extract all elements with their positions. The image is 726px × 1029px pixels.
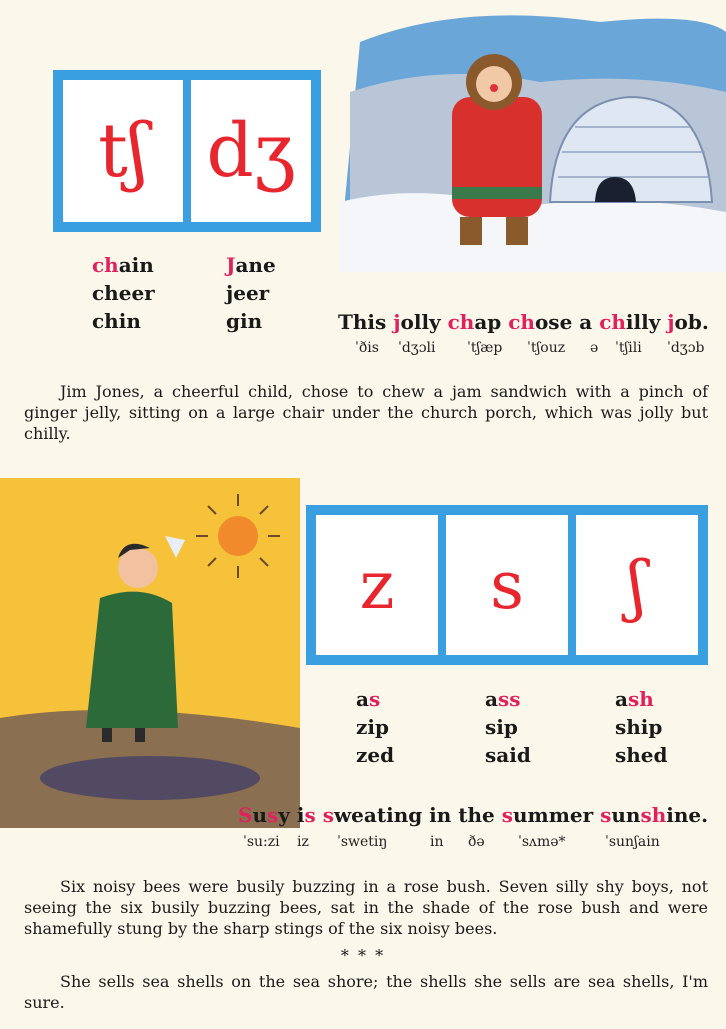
word-ship: ship xyxy=(615,715,663,739)
symbol-cell xyxy=(63,80,183,222)
word-zed: zed xyxy=(356,743,395,767)
symbol-z: z xyxy=(359,546,395,624)
word-said: said xyxy=(485,743,531,767)
word-gin: gin xyxy=(226,309,263,333)
separator-stars: * * * xyxy=(340,946,386,965)
symbol-s: s xyxy=(490,546,524,624)
word-column-s xyxy=(485,685,531,769)
eskimo-igloo-illustration xyxy=(340,2,726,272)
word-as: as xyxy=(356,687,381,711)
symbol-tsh: tʃ xyxy=(98,108,148,194)
symbol-box-tsh-dzh xyxy=(53,70,321,232)
word-shed: shed xyxy=(615,743,668,767)
symbol-cell xyxy=(576,515,698,655)
word-chain: chain xyxy=(92,253,154,277)
word-column-j xyxy=(226,251,276,335)
word-jane: Jane xyxy=(226,253,276,277)
word-ass: ass xyxy=(485,687,521,711)
example-sentence-2: Susy is sweating in the summer sunshine. xyxy=(238,803,709,827)
example-sentence-1: This jolly chap chose a chilly job. xyxy=(338,310,709,334)
woman-in-sun-illustration xyxy=(0,478,300,828)
symbol-cell xyxy=(316,515,438,655)
word-chin: chin xyxy=(92,309,141,333)
symbol-cell xyxy=(191,80,311,222)
word-sip: sip xyxy=(485,715,518,739)
word-zip: zip xyxy=(356,715,389,739)
word-ash: ash xyxy=(615,687,654,711)
practice-paragraph-2: Six noisy bees were busily buzzing in a rose bush. Seven silly shy boys, not seeing the six busily buzzing bees, sat in the shade of the rose bush and were shamefully stung by the sharp stings of the six noisy bees. xyxy=(24,877,708,938)
practice-paragraph-3: She sells sea shells on the sea shore; the shells she sells are sea shells, I'm sure. xyxy=(24,972,708,1012)
symbol-cell xyxy=(446,515,568,655)
word-column-sh xyxy=(615,685,668,769)
symbol-esh: ʃ xyxy=(628,546,646,624)
word-column-ch xyxy=(92,251,155,335)
word-cheer: cheer xyxy=(92,281,155,305)
word-jeer: jeer xyxy=(226,281,270,305)
symbol-box-z-s-sh xyxy=(306,505,708,665)
word-column-z xyxy=(356,685,394,769)
practice-paragraph-1: Jim Jones, a cheerful child, chose to chew a jam sandwich with a pinch of ginger jelly, sitting on a large chair under the church porch, which was jolly but chilly. xyxy=(24,382,708,443)
symbol-dzh: dʒ xyxy=(206,108,296,194)
